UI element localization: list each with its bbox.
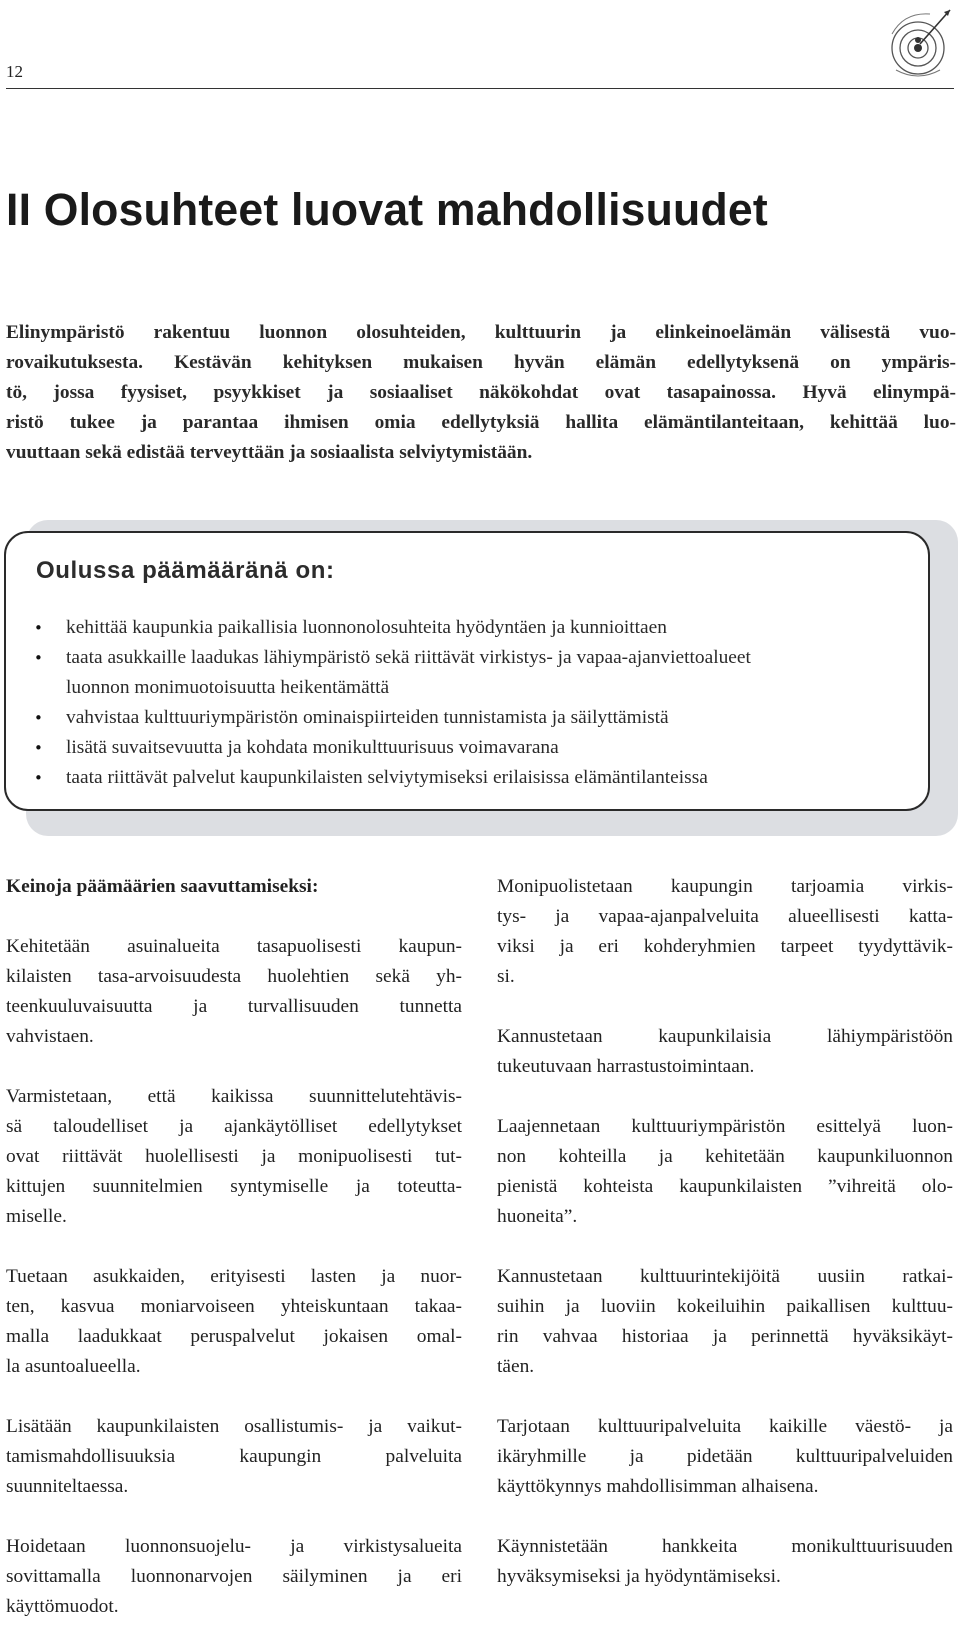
text-line: rin vahvaa historiaa ja perinnettä hyväksikäyt- [497, 1326, 953, 1347]
text-line: suihin ja luoviin kokeiluihin paikallisen kulttuu- [497, 1296, 953, 1317]
bullet-icon: • [34, 649, 43, 667]
text-line: ikäryhmille ja pidetään kulttuuripalveluiden [497, 1446, 953, 1467]
text-line: Lisätään kaupunkilaisten osallistumis- ja vaikut- [6, 1416, 462, 1437]
header-rule [6, 88, 954, 89]
text-line: Kannustetaan kaupunkilaisia lähiympäristöön [497, 1026, 953, 1047]
concentric-circles-logo-icon [884, 4, 956, 84]
paragraph [6, 1412, 462, 1502]
text-line: si. [497, 966, 515, 987]
paragraph [6, 932, 462, 1052]
bullet-icon: • [34, 739, 43, 757]
right-column [497, 872, 953, 1622]
text-line: Laajennetaan kulttuuriympäristön esittelyä luon- [497, 1116, 953, 1137]
text-line: huoneita”. [497, 1206, 578, 1227]
text-line: malla laadukkaat peruspalvelut jokaisen omal- [6, 1326, 462, 1347]
goal-text: taata riittävät palvelut kaupunkilaisten selviytymiseksi erilaisissa elämäntilanteissa [66, 767, 708, 788]
text-line: non kohteilla ja kehitetään kaupunkiluonnon [497, 1146, 953, 1167]
goal-item [34, 763, 914, 793]
goal-text: kehittää kaupunkia paikallisia luonnonolosuhteita hyödyntäen ja kunnioittaen [66, 617, 667, 638]
goal-text: taata asukkaille laadukas lähiympäristö sekä riittävät virkistys- ja vapaa-ajanviettoalueet [66, 647, 751, 668]
text-line: Hoidetaan luonnonsuojelu- ja virkistysalueita [6, 1536, 462, 1557]
text-line: Kannustetaan kulttuurintekijöitä uusiin ratkai- [497, 1266, 953, 1287]
text-line: vahvistaen. [6, 1026, 94, 1047]
text-line: tys- ja vapaa-ajanpalveluita alueellisesti katta- [497, 906, 953, 927]
text-line: hyväksymiseksi ja hyödyntämiseksi. [497, 1566, 781, 1587]
text-line: ovat riittävät huolellisesti ja monipuolisesti tut- [6, 1146, 462, 1167]
goal-list [34, 613, 914, 793]
paragraph [6, 1082, 462, 1232]
paragraph [497, 872, 953, 992]
text-line: Kehitetään asuinalueita tasapuolisesti kaupun- [6, 936, 462, 957]
text-line: kittujen suunnitelmien syntymiselle ja toteutta- [6, 1176, 462, 1197]
left-column [6, 872, 462, 1652]
page-number: 12 [6, 62, 23, 81]
page-title: II Olosuhteet luovat mahdollisuudet [6, 184, 768, 235]
text-line: pienistä kohteista kaupunkilaisten ”vihreitä olo- [497, 1176, 953, 1197]
paragraph [497, 1532, 953, 1592]
paragraph [497, 1262, 953, 1382]
text-line: miselle. [6, 1206, 67, 1227]
text-line: ten, kasvua moniarvoiseen yhteiskuntaan takaa- [6, 1296, 462, 1317]
text-line: teenkuuluvaisuutta ja turvallisuuden tunnetta [6, 996, 462, 1017]
paragraph [497, 1112, 953, 1232]
goal-text: lisätä suvaitsevuutta ja kohdata monikulttuurisuus voimavarana [66, 737, 559, 758]
goal-item [34, 733, 914, 763]
goal-text: luonnon monimuotoisuutta heikentämättä [66, 677, 390, 698]
intro-line: tö, jossa fyysiset, psyykkiset ja sosiaaliset näkökohdat ovat tasapainossa. Hyvä elinympä- [6, 382, 956, 403]
text-line: viksi ja eri kohderyhmien tarpeet tyydyttävik- [497, 936, 953, 957]
text-line: sovittamalla luonnonarvojen säilyminen ja eri [6, 1566, 462, 1587]
paragraph [497, 1412, 953, 1502]
text-line: täen. [497, 1356, 535, 1377]
text-line: tamismahdollisuuksia kaupungin palveluita [6, 1446, 462, 1467]
intro-line: rovaikutuksesta. Kestävän kehityksen mukaisen hyvän elämän edellytyksenä on ympäris- [6, 352, 956, 373]
paragraph [6, 1262, 462, 1382]
bullet-icon: • [34, 709, 43, 727]
goal-box [4, 531, 930, 811]
goal-item [34, 703, 914, 733]
paragraph [6, 1532, 462, 1622]
text-line: Varmistetaan, että kaikissa suunnittelutehtävis- [6, 1086, 462, 1107]
paragraph [497, 1022, 953, 1082]
goal-item [34, 613, 914, 643]
text-line: suunniteltaessa. [6, 1476, 129, 1497]
intro-line: ristö tukee ja parantaa ihmisen omia edellytyksiä hallita elämäntilanteitaan, kehittää luo- [6, 412, 956, 433]
text-line: Tuetaan asukkaiden, erityisesti lasten ja nuor- [6, 1266, 462, 1287]
bullet-icon: • [34, 619, 43, 637]
text-line: tukeutuvaan harrastustoimintaan. [497, 1056, 755, 1077]
intro-line: vuuttaan sekä edistää terveyttään ja sosiaalista selviytymistään. [6, 442, 533, 463]
goal-item [34, 643, 914, 703]
bullet-icon: • [34, 769, 43, 787]
goal-text: vahvistaa kulttuuriympäristön ominaispiirteiden tunnistamista ja säilyttämistä [66, 707, 669, 728]
text-line: Tarjotaan kulttuuripalveluita kaikille väestö- ja [497, 1416, 953, 1437]
goal-heading: Oulussa päämääränä on: [36, 557, 335, 584]
text-line: Monipuolistetaan kaupungin tarjoamia virkis- [497, 876, 953, 897]
means-heading: Keinoja päämäärien saavuttamiseksi: [6, 876, 319, 897]
text-line: Käynnistetään hankkeita monikulttuurisuuden [497, 1536, 953, 1557]
text-line: käyttömuodot. [6, 1596, 119, 1617]
text-line: käyttökynnys mahdollisimman alhaisena. [497, 1476, 819, 1497]
text-line: kilaisten tasa-arvoisuudesta huolehtien sekä yh- [6, 966, 462, 987]
intro-paragraph [6, 318, 956, 468]
intro-line: Elinympäristö rakentuu luonnon olosuhteiden, kulttuurin ja elinkeinoelämän välisestä vuo- [6, 322, 956, 343]
text-line: sä taloudelliset ja ajankäytölliset edellytykset [6, 1116, 462, 1137]
text-line: la asuntoalueella. [6, 1356, 141, 1377]
